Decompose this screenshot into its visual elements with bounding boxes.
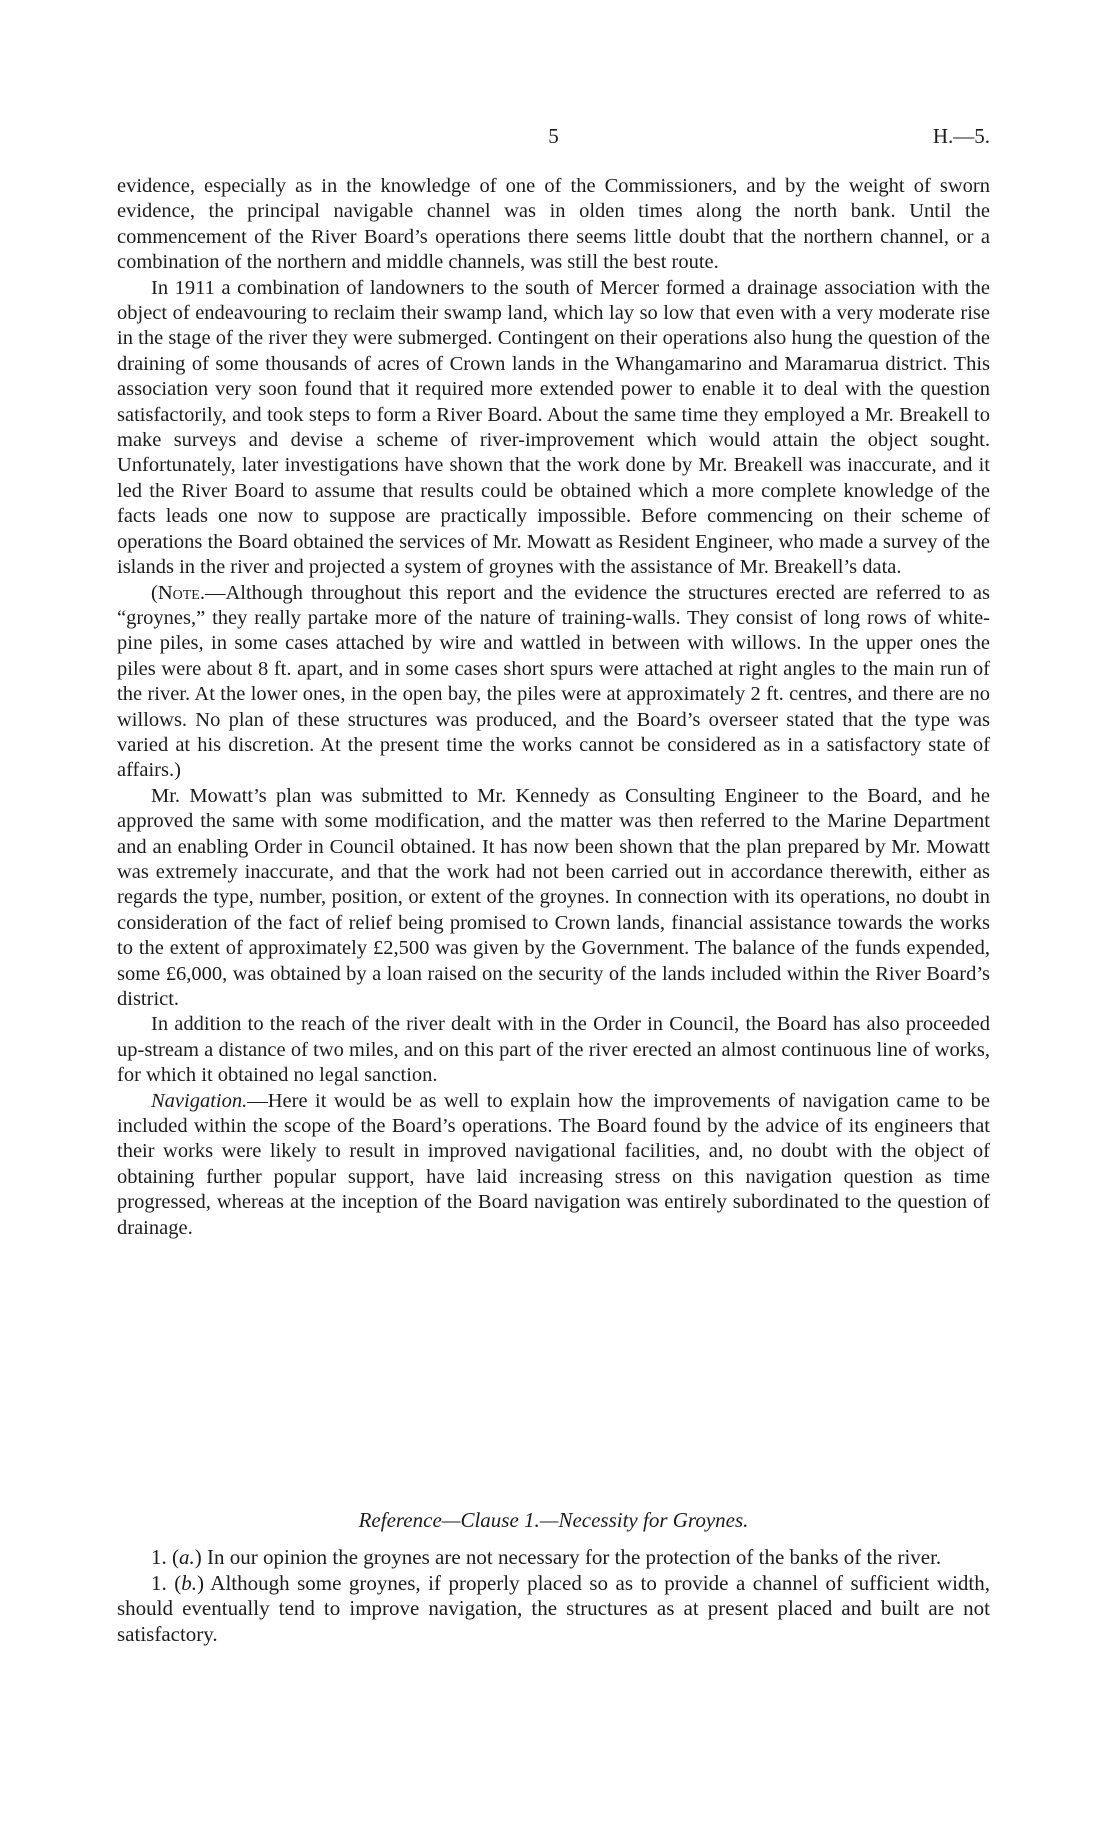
page-header xyxy=(117,124,990,154)
clause-1b xyxy=(117,1571,990,1648)
document-code: H.—5. xyxy=(932,124,990,148)
clause-1b-text: ) Although some groynes, if properly placed so as to provide a channel of sufficient width, should eventually tend to improve navigation, the structures as at present placed and built are not satisfactory. xyxy=(117,1570,990,1646)
note-label: (Note. xyxy=(151,581,205,604)
note-text: —Although throughout this report and the evidence the structures erected are referred to as “groynes,” they really partake more of the nature of training-walls. They consist of long rows of white-pine piles, in some cases attached by wire and wattled in between with willows. In the upper ones the piles were about 8 ft. apart, and in some cases short spurs were attached at right angles to the main run of the river. At the lower ones, in the open bay, the piles were at approximately 2 ft. centres, and there are no willows. No plan of these structures was produced, and the Board’s overseer stated that the type was varied at his discretion. At the present time the works cannot be considered as in a satisfactory state of affairs.) xyxy=(117,581,990,782)
clause-1b-letter: b. xyxy=(181,1570,197,1595)
clause-1a-letter: a. xyxy=(179,1545,195,1569)
paragraph-drainage-association: In 1911 a combination of landowners to the south of Mercer formed a drainage association with the object of endeavouring to reclaim their swamp land, which lay so low that even with a very moderate rise in the stage of the river they were submerged. Contingent on their operations also hung the question of the draining of some thousands of acres of Crown lands in the Whangamarino and Maramarua district. This association very soon found that it required more extended power to enable it to deal with the question satisfactorily, and took steps to form a River Board. About the same time they employed a Mr. Breakell to make surveys and devise a scheme of river-improvement which would attain the object sought. Unfortunately, later investigations have shown that the work done by Mr. Breakell was inaccurate, and it led the River Board to assume that results could be obtained which a more complete knowledge of the facts leads one now to suppose are practically impossible. Before commencing on their scheme of operations the Board obtained the services of Mr. Mowatt as Resident Engineer, who made a survey of the islands in the river and projected a system of groynes with the assistance of Mr. Breakell’s data. xyxy=(117,276,990,579)
paragraph-navigation xyxy=(117,1089,990,1241)
paragraph-evidence: evidence, especially as in the knowledge of one of the Commissioners, and by the weight of sworn evidence, the principal navigable channel was in olden times along the north bank. Until the commencement of the River Board’s operations there seems little doubt that the northern channel, or a combination of the northern and middle channels, was still the best route. xyxy=(117,175,990,274)
section-heading: Reference—Clause 1.—Necessity for Groynes. xyxy=(358,1508,749,1532)
body-text xyxy=(117,174,990,1241)
navigation-label: Navigation. xyxy=(151,1089,248,1112)
paragraph-mowatt-plan: Mr. Mowatt’s plan was submitted to Mr. Kennedy as Consulting Engineer to the Board, and he approved the same with some modification, and the matter was then referred to the Marine Department and an enabling Order in Council obtained. It has now been shown that the plan prepared by Mr. Mowatt was extremely inaccurate, and that the work had not been carried out in accordance therewith, either as regards the type, number, position, or extent of the groynes. In connection with its operations, no doubt in consideration of the fact of relief being promised to Crown lands, financial assistance towards the works to the extent of approximately £2,500 was given by the Government. The balance of the funds expended, some £6,000, was obtained by a loan raised on the security of the lands included within the River Board’s district. xyxy=(117,784,990,1010)
clause-1b-number: 1. ( xyxy=(151,1570,182,1595)
paragraph-upstream-works: In addition to the reach of the river dealt with in the Order in Council, the Board has also proceeded up-stream a distance of two miles, and on this part of the river erected an almost continuous line of works, for which it obtained no legal sanction. xyxy=(117,1013,990,1087)
clauses xyxy=(117,1545,990,1647)
clause-1a-text: ) In our opinion the groynes are not necessary for the protection of the banks of the river. xyxy=(194,1545,942,1569)
navigation-text: —Here it would be as well to explain how the improvements of navigation came to be included within the scope of the Board’s operations. The Board found by the advice of its engineers that their works were likely to result in improved navigational facilities, and, no doubt with the object of obtaining further popular support, have laid increasing stress on this navigation question as time progressed, whereas at the inception of the Board navigation was entirely subordinated to the question of drainage. xyxy=(117,1089,990,1239)
paragraph-note xyxy=(117,581,990,784)
page-number: 5 xyxy=(548,124,559,148)
clause-1a-number: 1. ( xyxy=(151,1545,179,1569)
clause-1a xyxy=(117,1545,990,1571)
